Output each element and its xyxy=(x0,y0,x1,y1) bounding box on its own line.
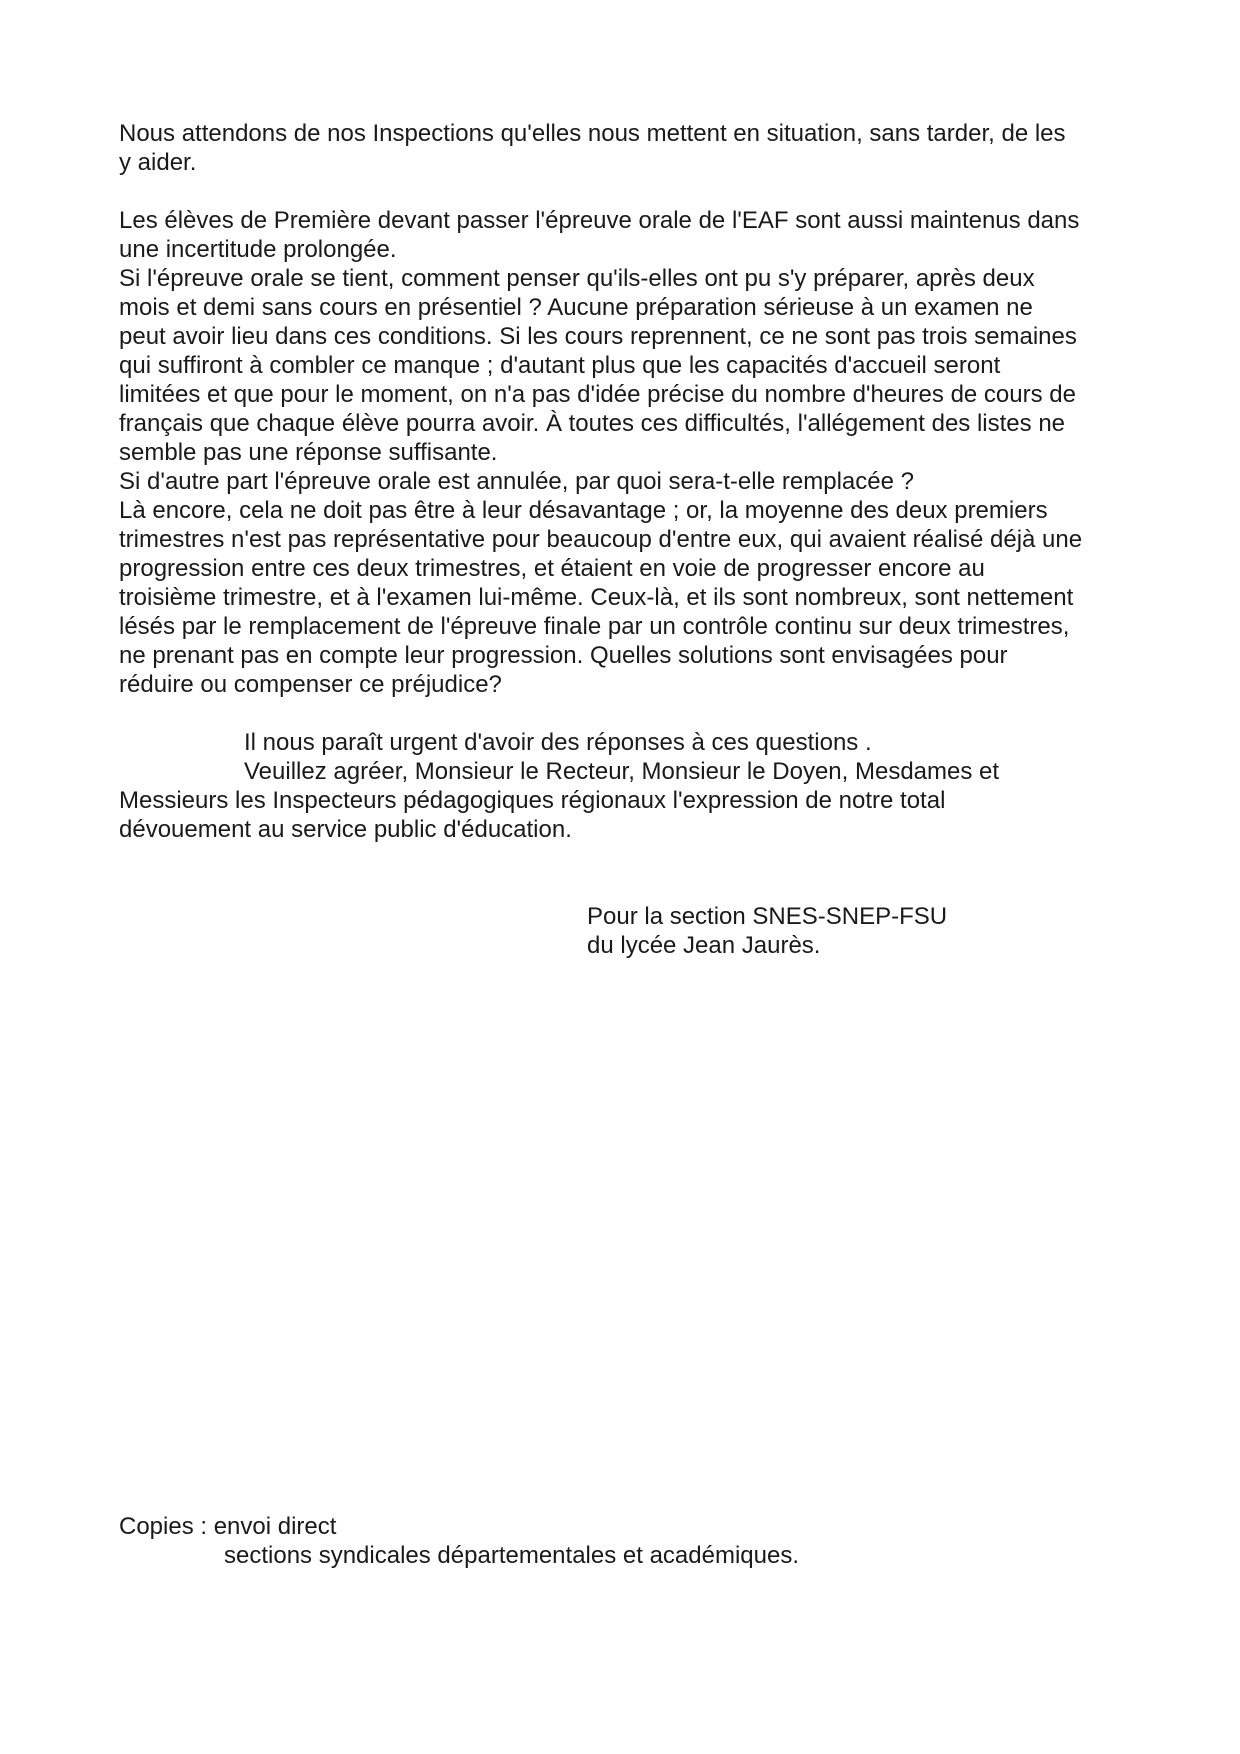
body-line: peut avoir lieu dans ces conditions. Si les cours reprennent, ce ne sont pas trois semaines xyxy=(119,323,1077,350)
copies-line: sections syndicales départementales et académiques. xyxy=(224,1542,799,1569)
body-line: ne prenant pas en compte leur progression. Quelles solutions sont envisagées pour xyxy=(119,642,1008,669)
intro-line: Nous attendons de nos Inspections qu'elles nous mettent en situation, sans tarder, de les xyxy=(119,120,1066,147)
body-line: limitées et que pour le moment, on n'a pas d'idée précise du nombre d'heures de cours de xyxy=(119,381,1076,408)
body-line: français que chaque élève pourra avoir. À toutes ces difficultés, l'allégement des listes ne xyxy=(119,410,1066,437)
body-line: troisième trimestre, et à l'examen lui-même. Ceux-là, et ils sont nombreux, sont nettement xyxy=(119,584,1074,611)
signature-line: du lycée Jean Jaurès. xyxy=(587,932,821,959)
closing-line: Il nous paraît urgent d'avoir des réponses à ces questions . xyxy=(244,729,872,756)
closing-line: dévouement au service public d'éducation. xyxy=(119,816,572,843)
body-line: trimestres n'est pas représentative pour beaucoup d'entre eux, qui avaient réalisé déjà une xyxy=(119,526,1083,553)
body-line: mois et demi sans cours en présentiel ? Aucune préparation sérieuse à un examen ne xyxy=(119,294,1033,321)
body-line: Là encore, cela ne doit pas être à leur désavantage ; or, la moyenne des deux premiers xyxy=(119,497,1048,524)
closing-line: Messieurs les Inspecteurs pédagogiques régionaux l'expression de notre total xyxy=(119,787,946,814)
signature-line: Pour la section SNES-SNEP-FSU xyxy=(587,903,948,930)
body-line: Les élèves de Première devant passer l'épreuve orale de l'EAF sont aussi maintenus dans xyxy=(119,207,1080,234)
copies-line: Copies : envoi direct xyxy=(119,1513,337,1540)
body-line: une incertitude prolongée. xyxy=(119,236,397,263)
intro-line: y aider. xyxy=(119,149,197,176)
body-line: Si l'épreuve orale se tient, comment penser qu'ils-elles ont pu s'y préparer, après deux xyxy=(119,265,1035,292)
body-line: Si d'autre part l'épreuve orale est annulée, par quoi sera-t-elle remplacée ? xyxy=(119,468,914,495)
body-line: semble pas une réponse suffisante. xyxy=(119,439,498,466)
body-line: réduire ou compenser ce préjudice? xyxy=(119,671,502,698)
body-line: lésés par le remplacement de l'épreuve finale par un contrôle continu sur deux trimestres, xyxy=(119,613,1070,640)
body-line: qui suffiront à combler ce manque ; d'autant plus que les capacités d'accueil seront xyxy=(119,352,1001,379)
body-line: progression entre ces deux trimestres, et étaient en voie de progresser encore au xyxy=(119,555,985,582)
closing-line: Veuillez agréer, Monsieur le Recteur, Monsieur le Doyen, Mesdames et xyxy=(244,758,1000,785)
